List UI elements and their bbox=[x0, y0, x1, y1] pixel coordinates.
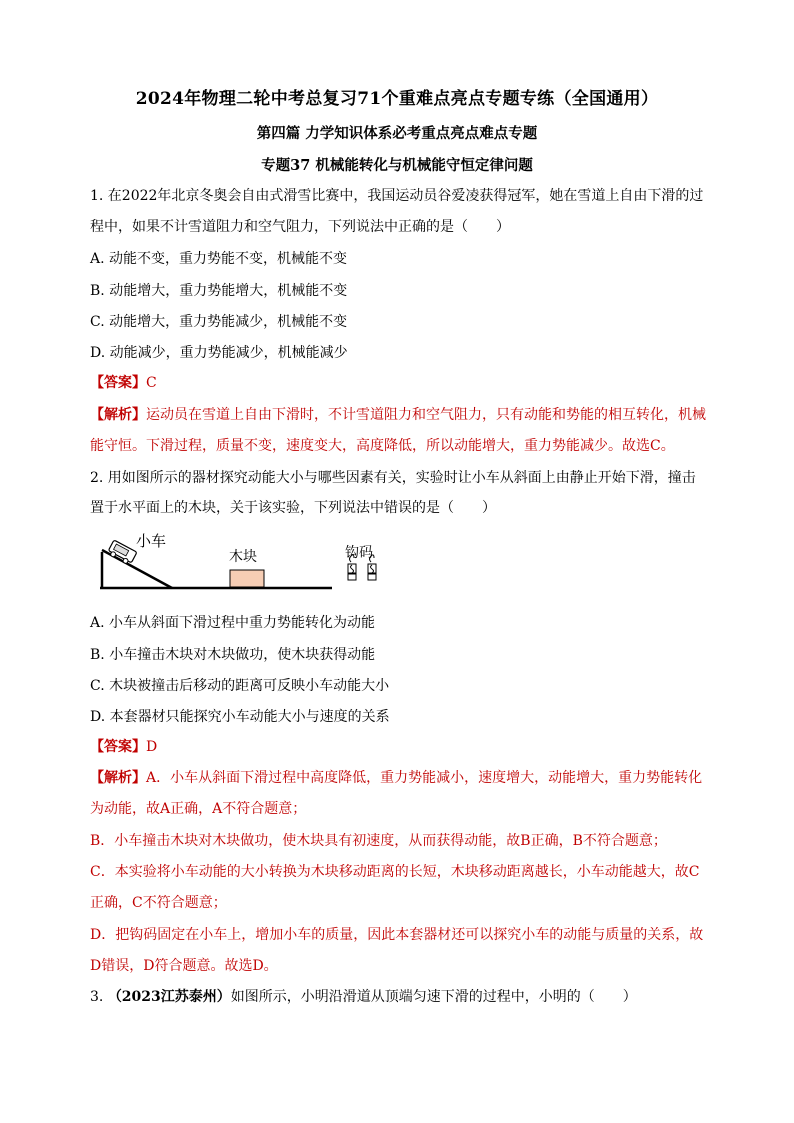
part-heading: 第四篇 力学知识体系必考重点亮点难点专题 bbox=[256, 125, 538, 142]
q1-analysis-line2: 能守恒。下滑过程，质量不变，速度变大，高度降低，所以动能增大，重力势能减少。故选C。 bbox=[90, 438, 675, 454]
q3-number: 3. bbox=[90, 989, 108, 1005]
q2-analysis-line1 bbox=[90, 768, 710, 788]
q2-option-c: C. 木块被撞击后移动的距离可反映小车动能大小 bbox=[90, 678, 390, 694]
block-label: 木块 bbox=[229, 549, 257, 565]
q2-stem-line1: 2. 用如图所示的器材探究动能大小与哪些因素有关，实验时让小车从斜面上由静止开始下滑，撞击 bbox=[90, 470, 696, 486]
q2-analysis-line5: 正确，C不符合题意； bbox=[90, 895, 227, 911]
analysis-text: 运动员在雪道上自由下滑时，不计雪道阻力和空气阻力，只有动能和势能的相互转化，机械 bbox=[146, 407, 706, 423]
q2-option-b: B. 小车撞击木块对木块做功，使木块获得动能 bbox=[90, 647, 376, 663]
q1-stem-line1: 1. 在2022年北京冬奥会自由式滑雪比赛中，我国运动员谷爱凌获得冠军，她在雪道上自由下滑的过 bbox=[90, 188, 704, 204]
q3-stem-text: 如图所示，小明沿滑道从顶端匀速下滑的过程中，小明的（ ） bbox=[230, 989, 637, 1005]
answer-value: D bbox=[146, 739, 158, 755]
wooden-block bbox=[230, 570, 264, 587]
q2-analysis-line3: B．小车撞击木块对木块做功，使木块具有初速度，从而获得动能，故B正确，B不符合题意； bbox=[90, 833, 667, 849]
answer-tag: 【答案】 bbox=[90, 375, 146, 391]
document-title: 2024年物理二轮中考总复习71个重难点亮点专题专练（全国通用） bbox=[135, 89, 659, 109]
q2-answer-row bbox=[90, 737, 710, 757]
q2-analysis-line2: 为动能，故A正确，A不符合题意； bbox=[90, 801, 307, 817]
q1-analysis-line1 bbox=[90, 405, 710, 425]
q2-option-a: A. 小车从斜面下滑过程中重力势能转化为动能 bbox=[90, 615, 376, 631]
cart-label: 小车 bbox=[136, 532, 167, 550]
experiment-figure bbox=[96, 528, 396, 600]
answer-value: C bbox=[146, 375, 157, 391]
q3-source: （2023江苏泰州） bbox=[107, 989, 231, 1005]
q2-option-d: D. 本套器材只能探究小车动能大小与速度的关系 bbox=[90, 709, 390, 725]
answer-tag: 【答案】 bbox=[90, 739, 146, 755]
analysis-text: A．小车从斜面下滑过程中高度降低，重力势能减小，速度增大，动能增大，重力势能转化 bbox=[146, 770, 703, 786]
q1-option-c: C. 动能增大，重力势能减少，机械能不变 bbox=[90, 314, 348, 330]
q1-answer-row bbox=[90, 373, 710, 393]
q2-analysis-line4: C．本实验将小车动能的大小转换为木块移动距离的长短，木块移动距离越长，小车动能越大，故C bbox=[90, 864, 700, 880]
analysis-tag: 【解析】 bbox=[90, 770, 146, 786]
analysis-tag: 【解析】 bbox=[90, 407, 146, 423]
q2-analysis-line7: D错误，D符合题意。故选D。 bbox=[90, 958, 278, 974]
weights-label: 钩码 bbox=[345, 545, 373, 561]
q2-analysis-line6: D．把钩码固定在小车上，增加小车的质量，因此本套器材还可以探究小车的动能与质量的关系，故 bbox=[90, 927, 704, 943]
topic-heading: 专题37 机械能转化与机械能守恒定律问题 bbox=[261, 157, 533, 174]
q3-stem-line1 bbox=[90, 987, 710, 1007]
q1-stem-line2: 程中，如果不计雪道阻力和空气阻力，下列说法中正确的是（ ） bbox=[90, 219, 510, 235]
q1-option-a: A. 动能不变，重力势能不变，机械能不变 bbox=[90, 251, 348, 267]
q1-option-b: B. 动能增大，重力势能增大，机械能不变 bbox=[90, 283, 348, 299]
q2-stem-line2: 置于水平面上的木块，关于该实验，下列说法中错误的是（ ） bbox=[90, 500, 496, 516]
q1-option-d: D. 动能减少，重力势能减少，机械能减少 bbox=[90, 345, 348, 361]
